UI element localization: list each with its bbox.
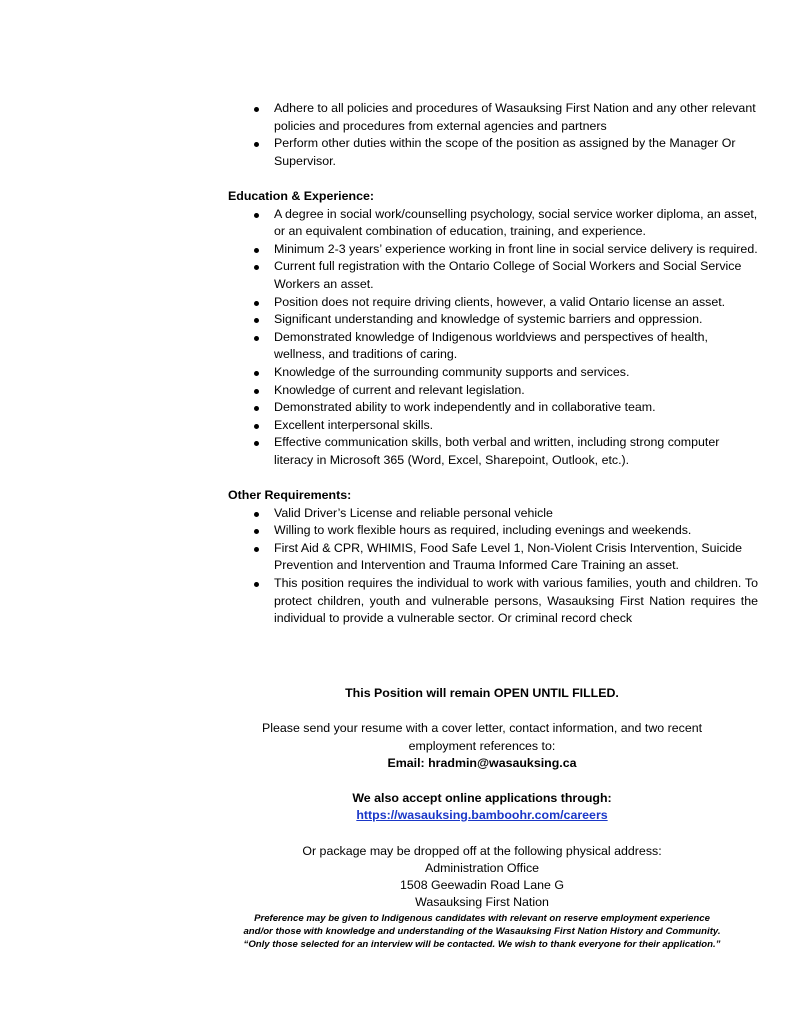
careers-link-container xyxy=(228,807,736,825)
address-line-3: Wasauksing First Nation xyxy=(415,895,549,909)
list-item: Excellent interpersonal skills. xyxy=(228,417,758,435)
bullet-icon xyxy=(254,248,259,253)
bullet-icon xyxy=(254,336,259,341)
bullet-icon xyxy=(254,371,259,376)
bullet-icon xyxy=(254,424,259,429)
bullet-icon xyxy=(254,213,259,218)
contact-email: Email: hradmin@wasauksing.ca xyxy=(387,756,577,770)
dropoff-instructions: Or package may be dropped off at the following physical address: xyxy=(302,844,662,858)
list-item: First Aid & CPR, WHIMIS, Food Safe Level 1, Non-Violent Crisis Intervention, Suicide Prevention and Intervention and Trauma Informed Care Training an asset. xyxy=(228,540,758,575)
address-line-1: Administration Office xyxy=(424,861,540,875)
footer-notice xyxy=(200,912,764,951)
other-requirements-list xyxy=(228,505,758,628)
list-item: Significant understanding and knowledge of systemic barriers and oppression. xyxy=(228,311,758,329)
careers-link[interactable]: https://wasauksing.bamboohr.com/careers xyxy=(356,808,608,822)
bullet-icon xyxy=(254,582,259,587)
bullet-icon xyxy=(254,301,259,306)
list-item: Knowledge of current and relevant legislation. xyxy=(228,382,758,400)
duties-list xyxy=(228,100,758,170)
bullet-icon xyxy=(254,512,259,517)
bullet-icon xyxy=(254,529,259,534)
bullet-icon xyxy=(254,547,259,552)
footer-line-3: “Only those selected for an interview will be contacted. We wish to thank everyone for their application.” xyxy=(243,939,721,950)
address-line-2: 1508 Geewadin Road Lane G xyxy=(400,878,564,892)
footer-line-1: Preference may be given to Indigenous candidates with relevant on reserve employment experience xyxy=(254,913,710,924)
education-list xyxy=(228,206,758,470)
education-heading: Education & Experience: xyxy=(228,188,374,203)
open-until-filled-notice: This Position will remain OPEN UNTIL FILLED. xyxy=(345,686,619,700)
list-item: Willing to work flexible hours as required, including evenings and weekends. xyxy=(228,522,758,540)
bullet-icon xyxy=(254,441,259,446)
list-item: Current full registration with the Ontario College of Social Workers and Social Service Workers an asset. xyxy=(228,258,758,293)
bullet-icon xyxy=(254,318,259,323)
bullet-icon xyxy=(254,265,259,270)
other-requirements-heading: Other Requirements: xyxy=(228,488,352,503)
list-item: Valid Driver’s License and reliable personal vehicle xyxy=(228,505,758,523)
footer-line-2: and/or those with knowledge and understanding of the Wasauksing First Nation History and Community. xyxy=(243,926,721,937)
list-item: A degree in social work/counselling psychology, social service worker diploma, an asset, or an equivalent combination of education, training, and experience. xyxy=(228,206,758,241)
bullet-icon xyxy=(254,107,259,112)
bullet-icon xyxy=(254,142,259,147)
list-item: Knowledge of the surrounding community supports and services. xyxy=(228,364,758,382)
list-item: This position requires the individual to work with various families, youth and children. To protect children, youth and vulnerable persons, Wasauksing First Nation requires the individual to provide a vulnerable sector. Or criminal record check xyxy=(228,575,758,628)
job-posting-body xyxy=(228,100,758,628)
list-item: Adhere to all policies and procedures of Wasauksing First Nation and any other relevant policies and procedures from external agencies and partners xyxy=(228,100,758,135)
list-item: Minimum 2-3 years’ experience working in front line in social service delivery is required. xyxy=(228,241,758,259)
online-applications-heading: We also accept online applications through: xyxy=(352,791,612,805)
list-item: Perform other duties within the scope of the position as assigned by the Manager Or Supervisor. xyxy=(228,135,758,170)
send-resume-instructions: Please send your resume with a cover letter, contact information, and two recent employment references to: xyxy=(261,721,703,753)
list-item: Effective communication skills, both verbal and written, including strong computer literacy in Microsoft 365 (Word, Excel, Sharepoint, Outlook, etc.). xyxy=(228,434,758,469)
list-item: Demonstrated ability to work independently and in collaborative team. xyxy=(228,399,758,417)
list-item: Demonstrated knowledge of Indigenous worldviews and perspectives of health, wellness, and traditions of caring. xyxy=(228,329,758,364)
bullet-icon xyxy=(254,406,259,411)
bullet-icon xyxy=(254,389,259,394)
list-item: Position does not require driving clients, however, a valid Ontario license an asset. xyxy=(228,294,758,312)
